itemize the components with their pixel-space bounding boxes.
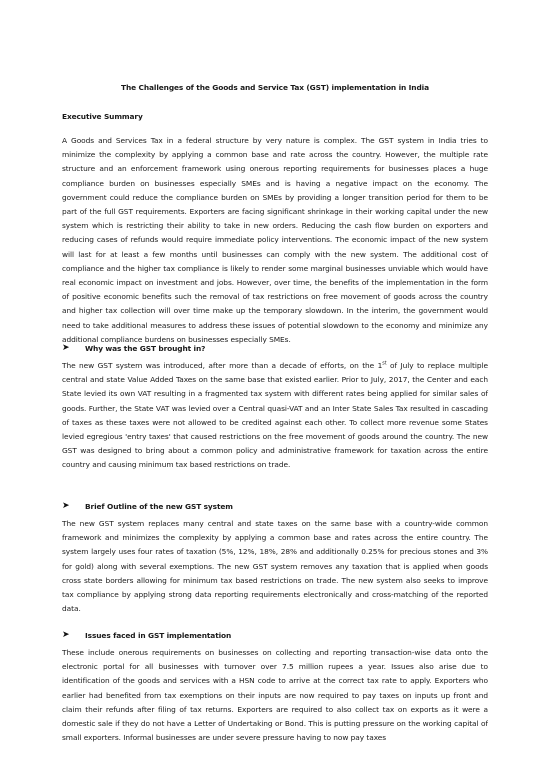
outline-heading-row (62, 502, 233, 511)
outline-paragraph: The new GST system replaces many central and state taxes on the same base with a country-wide common framework and minimizes the complexity by applying a common base and rates across the entire country. The system largely uses four rates of taxation (5%, 12%, 18%, 28% and additionally 0.25% for precious stones and 3% for gold) along with several exemptions. The new GST system removes any taxation that is applied when goods cross state borders allowing for minimum tax based restrictions on trade. The new system also seeks to improve tax compliance by applying strong data reporting requirements electronically and cross-matching of the reported data. (62, 519, 488, 614)
issues-paragraph: These include onerous requirements on businesses on collecting and reporting transaction-wise data onto the electronic portal for all businesses with turnover over 7.5 million rupees a year. Issues also arise due to identification of the goods and services with a HSN code to arrive at the correct tax rate to apply. Exporters who earlier had benefited from tax exemptions on their inputs are now required to pay taxes on inputs up front and claim their refunds after filing of tax returns. Exporters are required to also collect tax on exports as it were a domestic sale if they do not have a Letter of Undertaking or Bond. This is putting pressure on the working capital of small exporters. Informal businesses are under severe pressure having to now pay taxes (62, 648, 488, 743)
outline-heading: Brief Outline of the new GST system (85, 502, 233, 511)
why-gst-paragraph (62, 359, 488, 473)
arrowhead-bullet-icon: ➤ (62, 343, 70, 353)
why-gst-heading: Why was the GST brought in? (85, 344, 206, 353)
executive-summary-heading: Executive Summary (62, 112, 143, 121)
arrowhead-bullet-icon: ➤ (62, 501, 70, 511)
why-gst-heading-row (62, 344, 205, 353)
why-gst-text-rest: of July to replace multiple central and state Value Added Taxes on the same base that existed earlier. Prior to July, 2017, the Center and each State levied its own VAT resulting in a fragmented tax system with different rates being applied for similar sales of goods. Further, the State VAT was levied over a Central quasi-VAT and an Inter State Sales Tax resulted in cascading of taxes as these taxes were not allowed to be credited against each other. To collect more revenue some States levied egregious 'entry taxes' that caused restrictions on the free movement of goods around the country. The new GST was designed to bring about a common policy and administrative framework for taxation across the entire country and causing minimum tax based restrictions on trade. (62, 361, 488, 470)
arrowhead-bullet-icon: ➤ (62, 630, 70, 640)
why-gst-text-start: The new GST system was introduced, after more than a decade of efforts, on the 1 (62, 361, 383, 370)
document-title: The Challenges of the Goods and Service Tax (GST) implementation in India (121, 83, 429, 92)
executive-summary-paragraph: A Goods and Services Tax in a federal structure by very nature is complex. The GST system in India tries to minimize the complexity by applying a common base and rate across the country. However, the multiple rate structure and an enforcement framework using onerous reporting requirements for businesses places a huge compliance burden on businesses especially SMEs and is having a negative impact on the economy. The government could reduce the compliance burden on SMEs by providing a longer transition period for them to be part of the full GST requirements. Exporters are facing significant shrinkage in their working capital under the new system which is restricting their ability to take in new orders. Reducing the cash flow burden on exporters and reducing cases of refunds would require immediate policy interventions. The economic impact of the new system will last for at least a few months until businesses can comply with the new system. The additional cost of compliance and the higher tax compliance is likely to render some marginal businesses unviable which would have real economic impact on investment and jobs. However, over time, the benefits of the implementation in the form of positive economic benefits such the removal of tax restrictions on free movement of goods across the country and higher tax collection will over time make up the temporary slowdown. In the interim, the government would need to take additional measures to address these issues of potential slowdown to the economy and minimize any additional compliance burdens on businesses especially SMEs. (62, 136, 488, 344)
issues-heading-row (62, 631, 231, 640)
issues-heading: Issues faced in GST implementation (85, 631, 232, 640)
ordinal-suffix: st (382, 361, 387, 367)
